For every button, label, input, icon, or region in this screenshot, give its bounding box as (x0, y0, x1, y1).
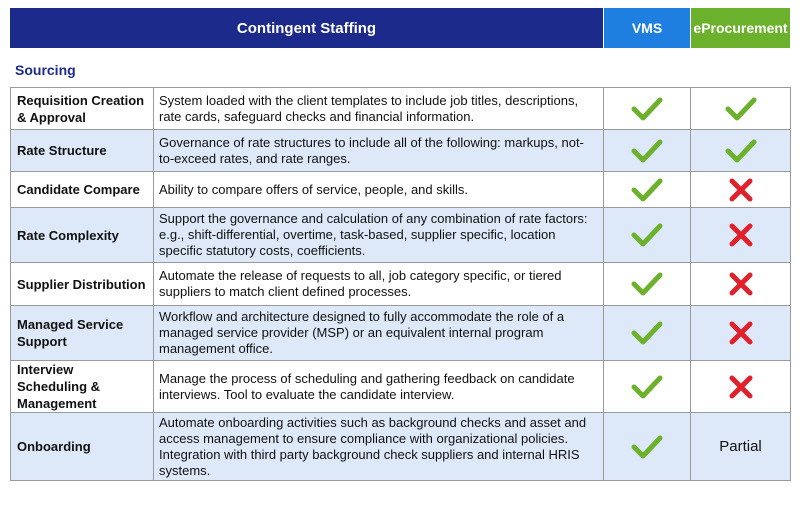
cross-cell (691, 172, 791, 208)
check-cell (604, 208, 691, 263)
checkmark-icon (725, 142, 757, 157)
table-row (11, 208, 791, 263)
check-cell (604, 130, 691, 172)
cross-icon (728, 378, 754, 393)
checkmark-icon (631, 181, 663, 196)
checkmark-icon (631, 100, 663, 115)
feature-name: Onboarding (11, 413, 154, 481)
table-row (11, 263, 791, 306)
section-title: Sourcing (15, 62, 76, 78)
feature-description: Governance of rate structures to include all of the following: markups, not-to-exceed rates, and rate ranges. (154, 130, 604, 172)
feature-name: Requisition Creation & Approval (11, 88, 154, 130)
cross-icon (728, 275, 754, 290)
checkmark-icon (631, 438, 663, 453)
cross-icon (728, 324, 754, 339)
feature-description: Ability to compare offers of service, people, and skills. (154, 172, 604, 208)
table-row (11, 413, 791, 481)
check-cell (604, 361, 691, 413)
feature-description: Automate the release of requests to all, job category specific, or tiered suppliers to match client defined processes. (154, 263, 604, 306)
table-row (11, 361, 791, 413)
check-cell (604, 413, 691, 481)
table-row (11, 88, 791, 130)
feature-name: Supplier Distribution (11, 263, 154, 306)
checkmark-icon (631, 226, 663, 241)
feature-description: Support the governance and calculation of any combination of rate factors: e.g., shift-differential, overtime, task-based, supplier specific, location specific statutory costs, coefficients. (154, 208, 604, 263)
feature-name: Managed Service Support (11, 306, 154, 361)
cross-icon (728, 181, 754, 196)
checkmark-icon (725, 100, 757, 115)
feature-description: Workflow and architecture designed to fully accommodate the role of a managed service provider (MSP) or an equivalent internal program management office. (154, 306, 604, 361)
feature-name: Interview Scheduling & Management (11, 361, 154, 413)
check-cell (604, 172, 691, 208)
check-cell (691, 88, 791, 130)
cross-icon (728, 226, 754, 241)
feature-description: Automate onboarding activities such as background checks and asset and access management to ensure compliance with organizational policies. Integration with third party background check suppliers and internal HRIS systems. (154, 413, 604, 481)
feature-description: Manage the process of scheduling and gathering feedback on candidate interviews. Tool to evaluate the candidate interview. (154, 361, 604, 413)
partial-cell (691, 413, 791, 481)
header-eprocurement: eProcurement (690, 8, 790, 48)
header-vms: VMS (603, 8, 690, 48)
cross-cell (691, 361, 791, 413)
partial-label: Partial (719, 438, 762, 455)
check-cell (691, 130, 791, 172)
table-row (11, 172, 791, 208)
checkmark-icon (631, 378, 663, 393)
check-cell (604, 88, 691, 130)
feature-name: Candidate Compare (11, 172, 154, 208)
feature-description: System loaded with the client templates to include job titles, descriptions, rate cards, safeguard checks and financial information. (154, 88, 604, 130)
table-row (11, 130, 791, 172)
checkmark-icon (631, 275, 663, 290)
table-header (10, 8, 790, 48)
feature-name: Rate Structure (11, 130, 154, 172)
cross-cell (691, 306, 791, 361)
check-cell (604, 263, 691, 306)
checkmark-icon (631, 324, 663, 339)
feature-name: Rate Complexity (11, 208, 154, 263)
comparison-table (10, 87, 791, 481)
header-contingent-staffing: Contingent Staffing (10, 8, 603, 48)
check-cell (604, 306, 691, 361)
checkmark-icon (631, 142, 663, 157)
cross-cell (691, 208, 791, 263)
table-row (11, 306, 791, 361)
cross-cell (691, 263, 791, 306)
